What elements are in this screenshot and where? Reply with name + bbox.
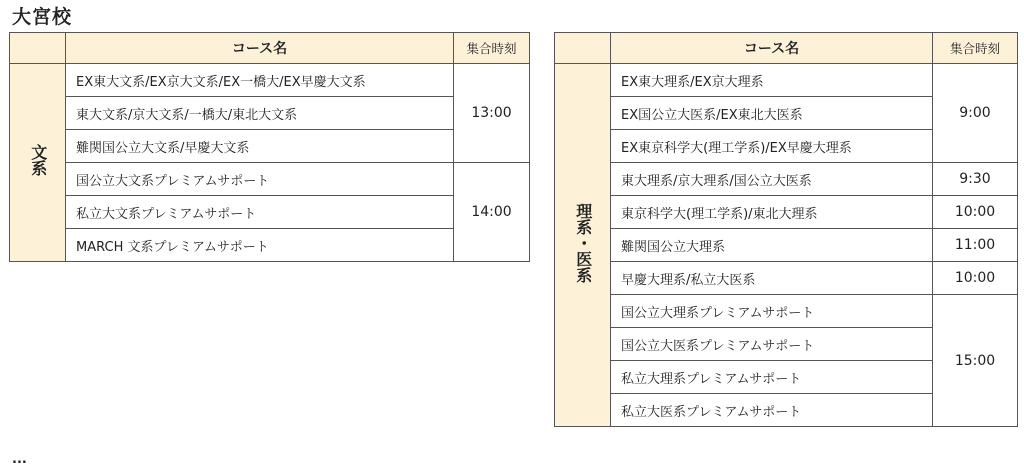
course-name: 国公立大理系プレミアムサポート	[611, 295, 933, 328]
assembly-time: 10:00	[933, 262, 1018, 295]
course-name-header: コース名	[66, 33, 454, 64]
table-row	[555, 196, 1018, 229]
course-name: EX東大文系/EX京大文系/EX一橋大/EX早慶大文系	[66, 64, 454, 97]
time-header: 集合時刻	[454, 33, 530, 64]
category-header	[10, 33, 66, 64]
table-header-row	[555, 33, 1018, 64]
course-name: 東大文系/京大文系/一橋大/東北大文系	[66, 97, 454, 130]
assembly-time: 10:00	[933, 196, 1018, 229]
assembly-time: 9:30	[933, 163, 1018, 196]
time-header: 集合時刻	[933, 33, 1018, 64]
assembly-time: 15:00	[933, 295, 1018, 427]
course-name: 私立大文系プレミアムサポート	[66, 196, 454, 229]
assembly-time: 11:00	[933, 229, 1018, 262]
table-row	[555, 262, 1018, 295]
table-row	[555, 163, 1018, 196]
assembly-time: 14:00	[454, 163, 530, 262]
course-name: 難関国公立大文系/早慶大文系	[66, 130, 454, 163]
table-row	[555, 295, 1018, 328]
footnote-text: ...	[12, 452, 27, 467]
table-row	[10, 64, 530, 97]
course-name: 私立大理系プレミアムサポート	[611, 361, 933, 394]
category-header	[555, 33, 611, 64]
course-name: EX東大理系/EX京大理系	[611, 64, 933, 97]
table-row	[10, 130, 530, 163]
course-name: 私立大医系プレミアムサポート	[611, 394, 933, 427]
table-row	[555, 229, 1018, 262]
humanities-schedule-table	[9, 32, 530, 262]
assembly-time: 9:00	[933, 64, 1018, 163]
course-name: EX東京科学大(理工学系)/EX早慶大理系	[611, 130, 933, 163]
table-row	[10, 196, 530, 229]
table-row	[10, 97, 530, 130]
course-name-header: コース名	[611, 33, 933, 64]
course-name: 早慶大理系/私立大医系	[611, 262, 933, 295]
category-humanities: 文系	[10, 64, 66, 262]
course-name: 国公立大医系プレミアムサポート	[611, 328, 933, 361]
course-name: 難関国公立大理系	[611, 229, 933, 262]
category-science-medical: 理系・医系	[555, 64, 611, 427]
table-row	[10, 163, 530, 196]
assembly-time: 13:00	[454, 64, 530, 163]
table-row	[555, 64, 1018, 97]
page-title: 大宮校	[12, 6, 73, 28]
science-medical-schedule-table	[554, 32, 1018, 427]
table-header-row	[10, 33, 530, 64]
course-name: EX国公立大医系/EX東北大医系	[611, 97, 933, 130]
table-row	[10, 229, 530, 262]
course-name: 東大理系/京大理系/国公立大医系	[611, 163, 933, 196]
course-name: MARCH 文系プレミアムサポート	[66, 229, 454, 262]
course-name: 国公立大文系プレミアムサポート	[66, 163, 454, 196]
course-name: 東京科学大(理工学系)/東北大理系	[611, 196, 933, 229]
